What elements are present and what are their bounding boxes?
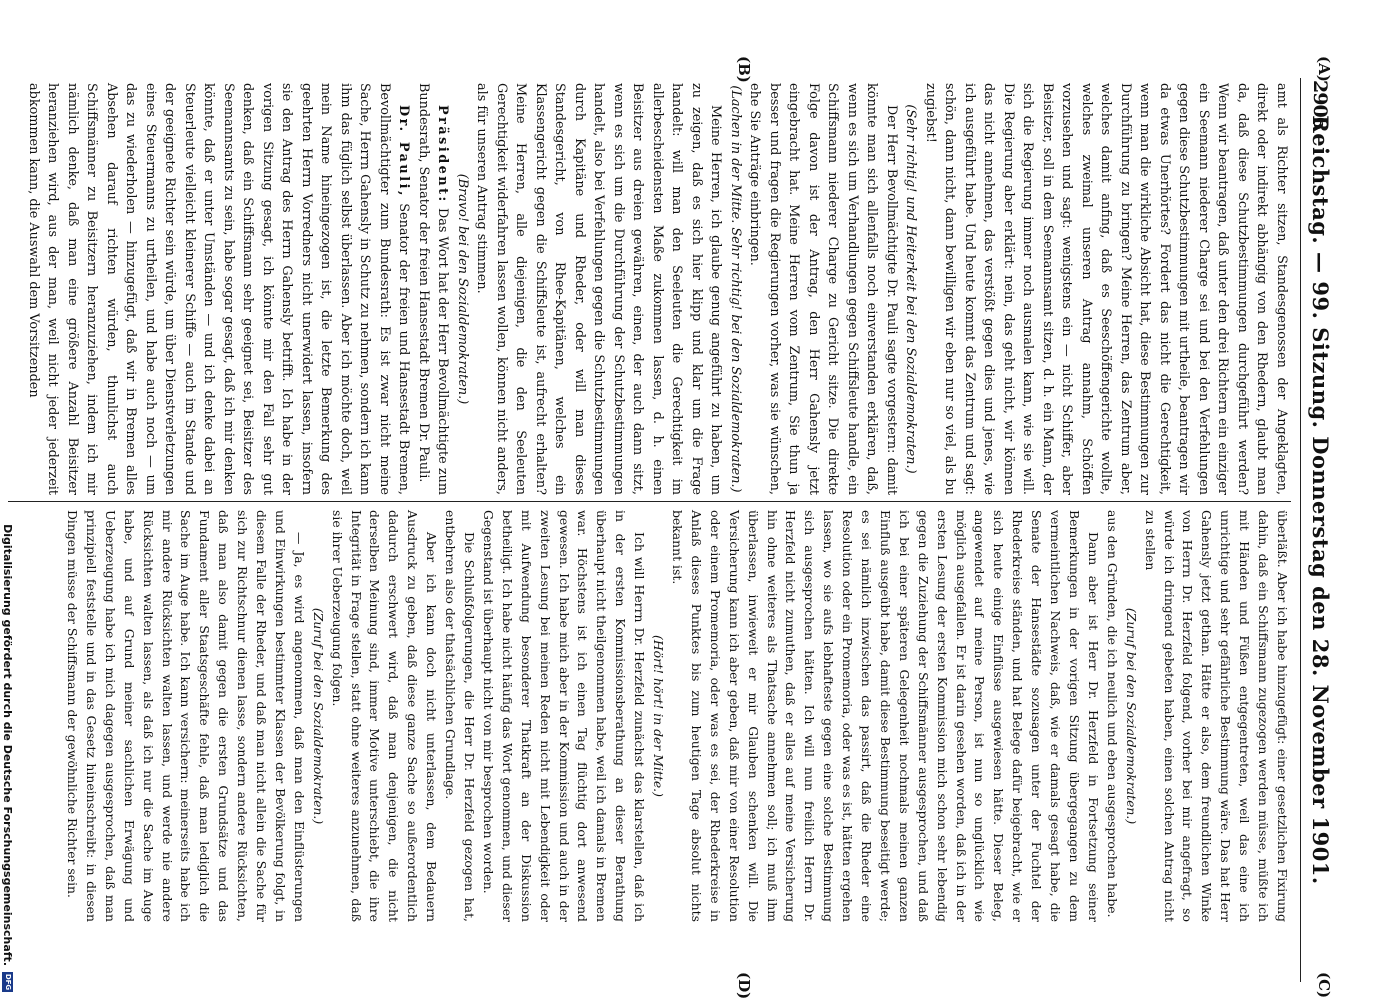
digitization-credit [0,0,16,1000]
paragraph: überläßt. Aber ich habe hinzugefügt: einer gesetzlichen Fixirung dahin, daß ein Schiffsmann zugezogen werden müsse, müßte ich mit Händen und Füßen entgegentreten, weil das eine ich unrichtige und sehr gefährliche Bestimmung wäre. Das hat Herr Gahensly jetzt gethan. Hätte er also, dem freundlichen Winke von Herrn Dr. Herzfeld folgend, vorher bei mir angefragt, so würde ich dringend gebeten haben, einen solchen Antrag nicht zu stellen [1142,510,1290,922]
margin-marker-d: (D) [735,972,753,1000]
header-rule [1300,78,1301,982]
speaker-paragraph [24,83,414,495]
left-column [24,83,1292,495]
page-header [1291,0,1383,1000]
running-title: Reichstag. — 99. Sitzung. Donnerstag den 28. November 1901. [1308,115,1333,885]
speaker-label: Dr. Pauli, [396,105,412,198]
interjection: (Hört! hört! in der Mitte.) [651,635,667,797]
interjection: (Bravo! bei den Sozialdemokraten.) [455,173,470,405]
paragraph: Dann aber ist Herr Dr. Herzfeld in Fortsetzung seiner Bemerkungen in der vorigen Sitzung übergegangen zu dem vermeintlichen Nachweis, daß, wie er damals gesagt habe, die Senate der Hansestädte sozusagen unter der Fuchtel der Rhederkreise ständen, und hat Belege dafür beigebracht, wie er sich heute einige Einflüsse ausgewiesen hätte. Dieser Beleg, angewendet auf meine Person, ist nun so unglücklich wie möglich ausgefallen. Er ist darin gesehen worden, daß ich in der ersten Lesung der ersten Kommission mich schon sehr lebendig gegen die Zuziehung der Schiffsmänner ausgesprochen, und daß ich bei einer späteren Gelegenheit nochmals meinen ganzen Einfluß ausgeübt habe, damit diese Bestimmung beseitigt werde; es sei nämlich inzwischen das passirt, daß die Rheder eine Resolution oder ein Promemoria, oder was es ist, hätten ergehen lassen, wo sie aufs lebhafteste gegen eine solche Bestimmung sich ausgesprochen hätten. Ich will nun freilich Herrn Dr. Herzfeld nicht zumuthen, daß er alles auf meine Versicherung hin ohne weiteres als Thatsache annehmen soll; ich muß ihm überlassen, inwieweit er mir Glauben schenken will. Die Versicherung kann ich aber geben, daß mir von einer Resolution oder einem Promemoria, oder was es sei, der Rhederkreise in Anlaß dieses Punktes bis zum heutigen Tage absolut nichts bekannt ist. [670,510,1101,922]
paragraph: aus den Gründen, die ich neulich und eben ausgesprochen habe. [1104,510,1120,918]
paragraph: Der Herr Bevollmächtigte Dr. Pauli sagte vorgestern: damit könnte man sich allenfalls noch einverstanden erklären, daß, wenn es sich um Verhandlungen gegen Schiffsleute handle, ein Schiffsmann niederer Charge zu Gericht sitze. Die direkte Folge davon ist der Antrag, den Herr Gahensly jetzt eingebracht hat. Meine Herren vom Zentrum, Sie thun ja besser und fragen die Regierungen vorher, was sie wünschen, ehe Sie Anträge einbringen. [747,83,899,495]
margin-marker-b: (B) [735,56,753,83]
dfg-logo: DFG [4,973,13,991]
interjection: (Lachen in der Mitte. Sehr richtig! bei den Sozialdemokraten.) [728,85,743,493]
paragraph: Meine Herren, ich glaube genug angeführt zu haben, um zu zeigen, daß es sich hier klipp und klar um die Frage handelt: will man den Seeleuten die Gerechtigkeit im allerbescheidensten Maße zukommen lassen, d. h. einen Beisitzer aus dreien gewähren, einen, der auch dann sitzt, wenn es sich um die Durchführung der Schutzbestimmungen handelt, also bei Verfehlungen gegen die Schutzbestimmungen durch Kapitäne und Rheder, oder will man dieses Standesgericht, von Rhee-Kapitänen, welches ein Klassengericht gegen die Schiffsleute ist, aufrecht erhalten? Meine Herren, alle diejenigen, die den Seeleuten Gerechtigkeit widerfahren lassen wollen, können nicht anders, als für unseren Antrag stimmen. [474,83,724,495]
interjection: (Sehr richtig! und Heiterkeit bei den Sozialdemokraten.) [903,104,919,474]
speaker-label: Präsident: [435,105,451,204]
margin-marker-a: (A) [1315,56,1333,82]
margin-marker-c: (C) [1315,972,1333,999]
paragraph: — Ja, es wird angenommen, daß man den Einflüsterungen und Einwirkungen bestimmter Klassen der Bevölkerung folgt, in diesem Falle der Rheder, und daß man nicht allein die Sache für sich zur Richtschnur dienen lasse, sondern andere Rücksichten, daß man also damit gegen die ersten Grundsätze und das Fundament aller Staatsgeschäfte fehle, daß man lediglich die Sache im Auge habe. Ich kann versichern: meinerseits habe ich mir andere Rücksichten walten lassen, und werde nie andere Rücksichten walten lassen, als daß ich nur die Sache im Auge habe, und auf Grund meiner sachlichen Erwägung und Ueberzeugung habe ich mich dagegen ausgesprochen, daß man prinzipiell feststelle und in das Gesetz hineinschreibt: in diesen Dingen müsse der Schiffsmann der gewöhnliche Richter sein. [65,510,307,922]
speaker-text: Senator der freien und Hansestadt Bremen, Bevollmächtigter zum Bundesrath: Es ist zwar nicht meine Sache, Herrn Gahensly in Schutz zu nehmen, sondern ich kann ihm das füglich selbst überlassen. Aber ich möchte doch, weil mein Name hineingezogen ist, die letzte Bemerkung des geehrten Herrn Vorredners nicht unerwidert lassen, insofern sie den Antrag des Herrn Gahensly betrifft. Ich habe in der vorigen Sitzung gesagt, ich könnte mir den Fall sehr gut denken, daß ein Schiffsmann sehr geeignet sei, Beisitzer des Seemannsamts zu sein, habe sogar gesagt, daß ich mir denken könnte, daß er unter Umständen — und ich denke dabei an Steuerleute vielleicht kleinerer Schiffe — auch im Stande und der geeignete Richter sein würde, um über Dienstverletzungen eines Steuermanns zu urtheilen, und habe auch noch — um das zu wiederholen — hinzugefügt, daß wir in Bremen alles Absehen darauf richten würden, thunlichst auch Schiffsmänner zu Beisitzern heranzuziehen, indem ich mir nämlich denke, daß man eine größere Anzahl Beisitzer heranziehen wird, aus der man, weil nicht jeder jederzeit abkommen kann, die Auswahl dem Vorsitzenden [26,83,412,495]
paragraph: Die Schlußfolgerungen, die Herr Dr. Herzfeld gezogen hat, entbehren also der thatsächlichen Grundlage. [443,510,478,922]
column-divider [8,501,1291,502]
paragraph: amt als Richter sitzen, Standesgenossen der Angeklagten, direkt oder indirekt abhängig von den Rhedern, glaubt man da, daß diese Schutzbestimmungen durchgeführt werden? Wenn wir beantragen, daß unter den drei Richtern ein einziger ein Seemann niederer Charge sei und bei den Verfehlungen gegen diese Schutzbestimmungen mit urtheile, beantragen wir da etwas Unerhörtes? Fordert das nicht die Gerechtigkeit, wenn man die wirkliche Absicht hat, diese Bestimmungen zur Durchführung zu bringen? Meine Herren, das Zentrum aber, welches damit anfing, daß es Seeschöffengerichte wollte, welches zweimal unseren Antrag annahm, Schöffen vorzusehen und sagt: wenigstens ein — nicht Schiffer, aber Beisitzer, soll in dem Seemannsamt sitzen, d. h. ein Mann, der sich die Regierung immer noch ausmalen kann, wie sie will. Die Regierung aber erklärt: nein, das geht nicht, wir können das nicht annehmen, das verstößt gegen dies und jenes, wie ich ausgeführt habe. Und heute kommt das Zentrum und sagt: schön, dann nicht, dann bewilligen wir eben nur so viel, als bu zugiebst! [923,83,1289,495]
page-number: 2906 [1309,80,1331,129]
speaker-paragraph [414,83,453,495]
credit-text: Digitalisierung gefördert durch die Deutsche Forschungsgemeinschaft. [1,524,15,966]
right-column [62,510,1291,922]
speaker-text: Das Wort hat der Herr Bevollmächtigte zum Bundesrath, Senator der freien Hansestadt Bremen Dr. Pauli. [416,83,451,495]
interjection: (Zuruf bei den Sozialdemokraten.) [1123,607,1139,825]
paragraph: Ich will Herrn Dr. Herzfeld zunächst das klarstellen, daß ich in der ersten Kommissionsberathung an dieser Berathung überhaupt nicht theilgenommen habe, weil ich damals in Bremen war. Höchstens ist ich einen Tag flüchtig dort anwesend gewesen. Ich habe mich aber in der Kommission und auch in der zweiten Lesung bei meinen Reden nicht mit Lebendigkeit oder mit Aufwendung besonderer Thatkraft an der Diskussion betheiligt. Ich habe nicht häufig das Wort genommen, und dieser Gegenstand ist überhaupt nicht von mir besprochen worden. [480,510,648,922]
paragraph: Aber ich kann doch nicht unterlassen, dem Bedauern Ausdruck zu geben, daß diese ganze Sache so außerordentlich dadurch erschwert wird, daß man denjenigen, die nicht derselben Meinung sind, immer Motive unterschiebt, die ihre Integrität in Frage stellen, statt ohne weiteres anzunehmen, daß sie ihrer Ueberzeugung folgen. [329,510,440,922]
interjection: (Zuruf bei den Sozialdemokraten.) [310,607,326,825]
